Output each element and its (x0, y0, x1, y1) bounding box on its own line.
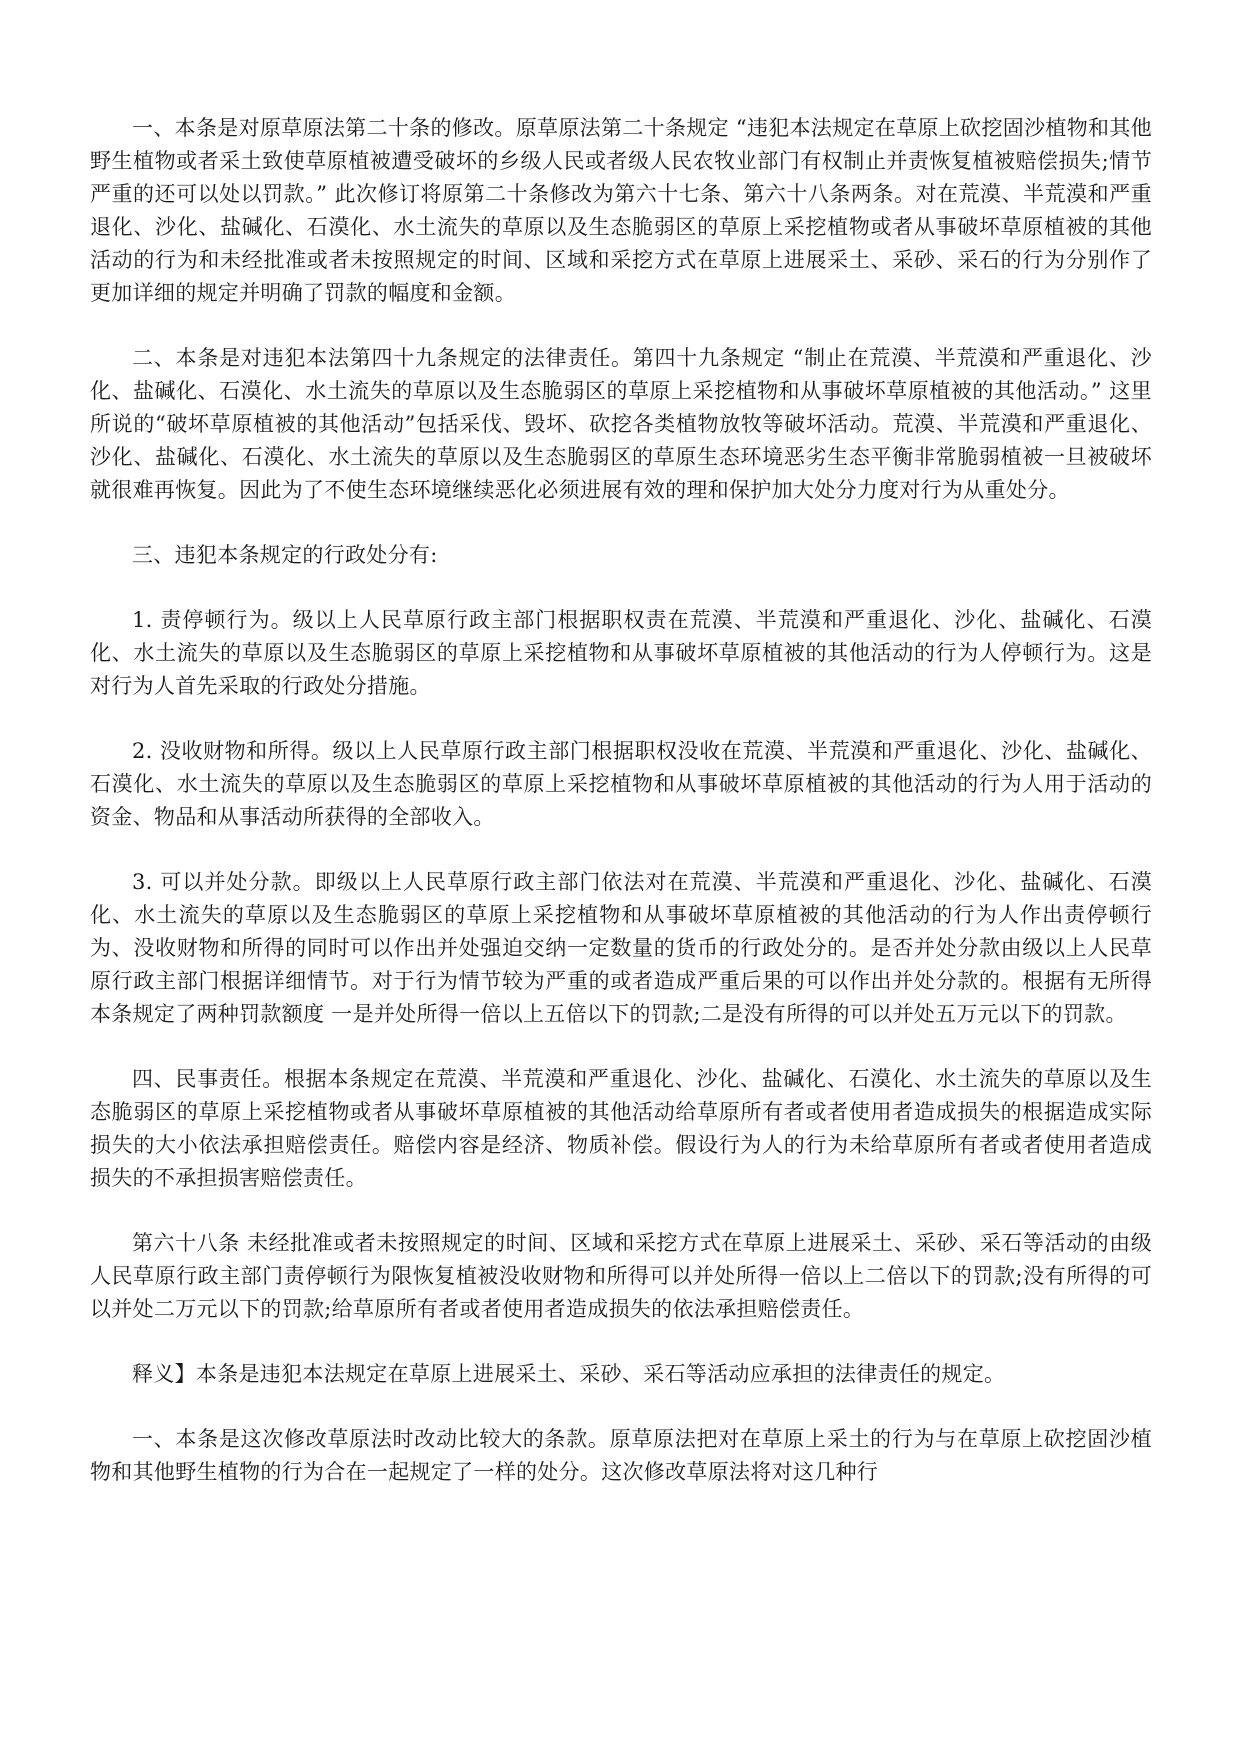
paragraph-penalty-confiscation: 2. 没收财物和所得。级以上人民草原行政主部门根据职权没收在荒漠、半荒漠和严重退化、沙化、盐碱化、石漠化、水土流失的草原以及生态脆弱区的草原上采挖植物和从事破坏草原植被的其他活动的行为人用于活动的资金、物品和从事活动所获得的全部收入。 (90, 739, 1152, 829)
paragraph-article-68-interpretation: 释义】本条是违犯本法规定在草原上进展采土、采砂、采石等活动应承担的法律责任的规定。 (132, 1362, 1006, 1386)
paragraph-article-49-liability: 二、本条是对违犯本法第四十九条规定的法律责任。第四十九条规定 “制止在荒漠、半荒漠和严重退化、沙化、盐碱化、石漠化、水土流失的草原以及生态脆弱区的草原上采挖植物和从事破坏草原植被的其他活动。” 这里所说的“破坏草原植被的其他活动”包括采伐、毁坏、砍挖各类植物放牧等破坏活动。荒漠、半荒漠和严重退化、沙化、盐碱化、石漠化、水土流失的草原以及生态脆弱区的草原生态环境恶劣生态平衡非常脆弱植被一旦被破坏就很难再恢复。因此为了不使生态环境继续恶化必须进展有效的理和保护加大处分力度对行为从重处分。 (90, 346, 1152, 502)
paragraph-penalty-stop-activity: 1. 责停顿行为。级以上人民草原行政主部门根据职权责在荒漠、半荒漠和严重退化、沙化、盐碱化、石漠化、水土流失的草原以及生态脆弱区的草原上采挖植物和从事破坏草原植被的其他活动的行为人停顿行为。这是对行为人首先采取的行政处分措施。 (90, 608, 1152, 698)
paragraph-article-68: 第六十八条 未经批准或者未按照规定的时间、区域和采挖方式在草原上进展采土、采砂、采石等活动的由级人民草原行政主部门责停顿行为限恢复植被没收财物和所得可以并处所得一倍以上二倍以下的罚款;没有所得的可以并处二万元以下的罚款;给草原所有者或者使用者造成损失的依法承担赔偿责任。 (90, 1231, 1152, 1321)
document-page (90, 112, 1152, 1489)
paragraph-article-67-revision-note: 一、本条是对原草原法第二十条的修改。原草原法第二十条规定 “违犯本法规定在草原上砍挖固沙植物和其他野生植物或者采土致使草原植被遭受破坏的乡级人民或者级人民农牧业部门有权制止并责恢复植被赔偿损失;情节严重的还可以处以罚款。” 此次修订将原第二十条修改为第六十七条、第六十八条两条。对在荒漠、半荒漠和严重退化、沙化、盐碱化、石漠化、水土流失的草原以及生态脆弱区的草原上采挖植物或者从事破坏草原植被的其他活动的行为和未经批准或者未按照规定的时间、区域和采挖方式在草原上进展采土、采砂、采石的行为分别作了更加详细的规定并明确了罚款的幅度和金额。 (90, 116, 1152, 305)
paragraph-civil-liability: 四、民事责任。根据本条规定在荒漠、半荒漠和严重退化、沙化、盐碱化、石漠化、水土流失的草原以及生态脆弱区的草原上采挖植物或者从事破坏草原植被的其他活动给草原所有者或者使用者造成损失的根据造成实际损失的大小依法承担赔偿责任。赔偿内容是经济、物质补偿。假设行为人的行为未给草原所有者或者使用者造成损失的不承担损害赔偿责任。 (90, 1067, 1152, 1190)
paragraph-penalty-fine: 3. 可以并处分款。即级以上人民草原行政主部门依法对在荒漠、半荒漠和严重退化、沙化、盐碱化、石漠化、水土流失的草原以及生态脆弱区的草原上采挖植物和从事破坏草原植被的其他活动的行为人作出责停顿行为、没收财物和所得的同时可以作出并处强迫交纳一定数量的货币的行政处分的。是否并处分款由级以上人民草原行政主部门根据详细情节。对于行为情节较为严重的或者造成严重后果的可以作出并处分款的。根据有无所得本条规定了两种罚款额度 一是并处所得一倍以上五倍以下的罚款;二是没有所得的可以并处五万元以下的罚款。 (90, 870, 1152, 1026)
paragraph-administrative-penalties-heading: 三、违犯本条规定的行政处分有: (132, 543, 438, 567)
paragraph-article-68-revision-note: 一、本条是这次修改草原法时改动比较大的条款。原草原法把对在草原上采土的行为与在草原上砍挖固沙植物和其他野生植物的行为合在一起规定了一样的处分。这次修改草原法将对这几种行 (90, 1427, 1152, 1484)
